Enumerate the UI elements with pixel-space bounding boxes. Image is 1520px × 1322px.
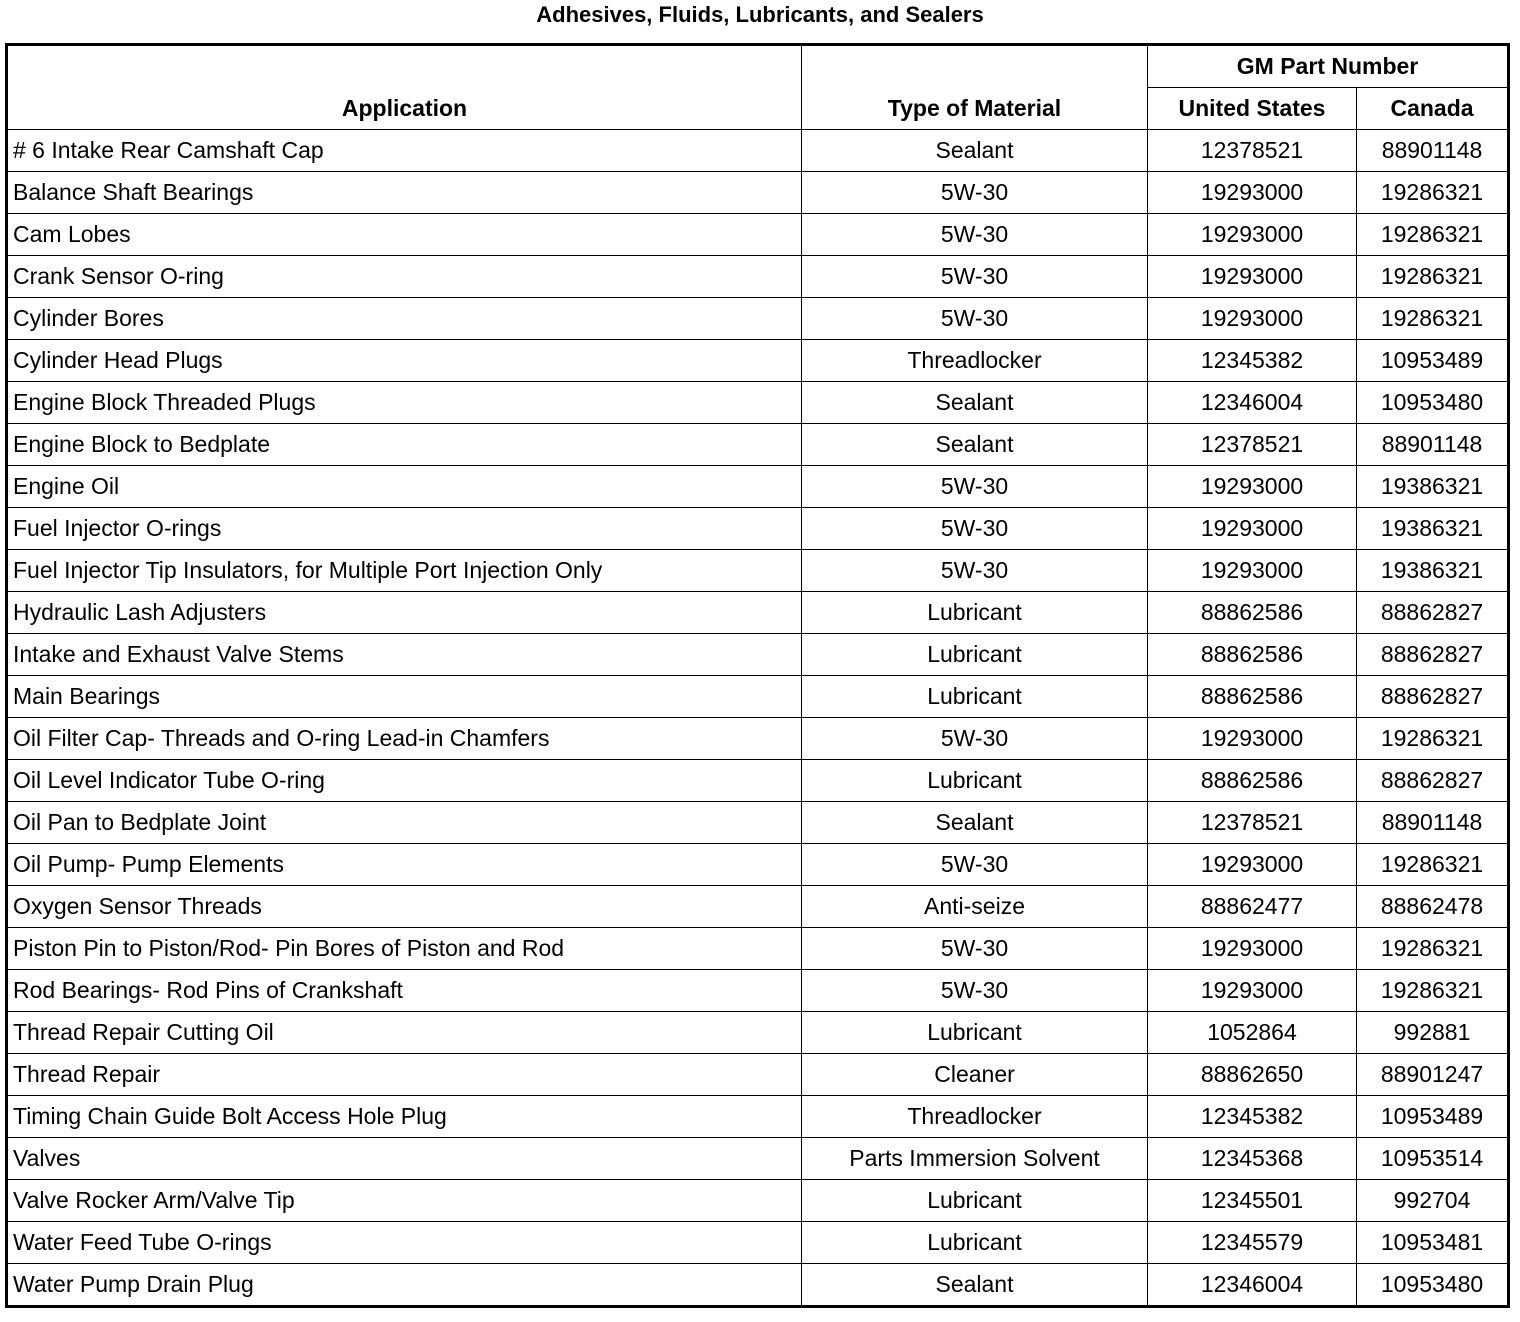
canada-part-number-cell: 88901148 — [1357, 130, 1509, 172]
table-row — [7, 424, 1509, 466]
us-part-number-cell: 88862650 — [1148, 1054, 1357, 1096]
canada-part-number-cell: 10953480 — [1357, 1264, 1509, 1307]
table-row — [7, 970, 1509, 1012]
application-cell: Thread Repair — [7, 1054, 802, 1096]
header-application: Application — [7, 45, 802, 130]
application-cell: Engine Block Threaded Plugs — [7, 382, 802, 424]
canada-part-number-cell: 88901247 — [1357, 1054, 1509, 1096]
us-part-number-cell: 88862586 — [1148, 592, 1357, 634]
material-cell: 5W-30 — [802, 214, 1148, 256]
material-cell: Sealant — [802, 130, 1148, 172]
canada-part-number-cell: 19386321 — [1357, 550, 1509, 592]
table-row — [7, 592, 1509, 634]
us-part-number-cell: 12378521 — [1148, 424, 1357, 466]
us-part-number-cell: 19293000 — [1148, 256, 1357, 298]
canada-part-number-cell: 19286321 — [1357, 298, 1509, 340]
us-part-number-cell: 12345382 — [1148, 1096, 1357, 1138]
table-row — [7, 172, 1509, 214]
header-united-states: United States — [1148, 88, 1357, 130]
material-cell: Cleaner — [802, 1054, 1148, 1096]
material-cell: Lubricant — [802, 592, 1148, 634]
canada-part-number-cell: 88901148 — [1357, 424, 1509, 466]
table-row — [7, 1222, 1509, 1264]
material-cell: 5W-30 — [802, 508, 1148, 550]
us-part-number-cell: 19293000 — [1148, 718, 1357, 760]
table-row — [7, 550, 1509, 592]
canada-part-number-cell: 10953481 — [1357, 1222, 1509, 1264]
material-cell: Parts Immersion Solvent — [802, 1138, 1148, 1180]
canada-part-number-cell: 19286321 — [1357, 928, 1509, 970]
material-cell: 5W-30 — [802, 970, 1148, 1012]
us-part-number-cell: 12346004 — [1148, 1264, 1357, 1307]
application-cell: Fuel Injector Tip Insulators, for Multiple Port Injection Only — [7, 550, 802, 592]
us-part-number-cell: 1052864 — [1148, 1012, 1357, 1054]
material-cell: Sealant — [802, 802, 1148, 844]
application-cell: # 6 Intake Rear Camshaft Cap — [7, 130, 802, 172]
table-row — [7, 130, 1509, 172]
material-cell: 5W-30 — [802, 928, 1148, 970]
application-cell: Water Pump Drain Plug — [7, 1264, 802, 1307]
header-material: Type of Material — [802, 45, 1148, 130]
application-cell: Oil Pump- Pump Elements — [7, 844, 802, 886]
application-cell: Cylinder Bores — [7, 298, 802, 340]
material-cell: 5W-30 — [802, 550, 1148, 592]
us-part-number-cell: 12345579 — [1148, 1222, 1357, 1264]
canada-part-number-cell: 19286321 — [1357, 214, 1509, 256]
canada-part-number-cell: 88862827 — [1357, 676, 1509, 718]
table-row — [7, 1264, 1509, 1307]
document-title: Adhesives, Fluids, Lubricants, and Sealers — [536, 2, 984, 27]
canada-part-number-cell: 88862827 — [1357, 634, 1509, 676]
canada-part-number-cell: 19386321 — [1357, 466, 1509, 508]
us-part-number-cell: 19293000 — [1148, 928, 1357, 970]
application-cell: Oil Level Indicator Tube O-ring — [7, 760, 802, 802]
material-cell: 5W-30 — [802, 844, 1148, 886]
application-cell: Oxygen Sensor Threads — [7, 886, 802, 928]
application-cell: Piston Pin to Piston/Rod- Pin Bores of Piston and Rod — [7, 928, 802, 970]
us-part-number-cell: 12378521 — [1148, 802, 1357, 844]
canada-part-number-cell: 88862827 — [1357, 592, 1509, 634]
us-part-number-cell: 88862586 — [1148, 676, 1357, 718]
material-cell: Sealant — [802, 424, 1148, 466]
us-part-number-cell: 19293000 — [1148, 172, 1357, 214]
us-part-number-cell: 88862477 — [1148, 886, 1357, 928]
material-cell: 5W-30 — [802, 718, 1148, 760]
canada-part-number-cell: 19286321 — [1357, 256, 1509, 298]
table-row — [7, 886, 1509, 928]
us-part-number-cell: 12346004 — [1148, 382, 1357, 424]
us-part-number-cell: 19293000 — [1148, 466, 1357, 508]
table-row — [7, 1012, 1509, 1054]
material-cell: Lubricant — [802, 634, 1148, 676]
table-row — [7, 340, 1509, 382]
material-cell: Lubricant — [802, 1180, 1148, 1222]
application-cell: Hydraulic Lash Adjusters — [7, 592, 802, 634]
us-part-number-cell: 19293000 — [1148, 844, 1357, 886]
us-part-number-cell: 12378521 — [1148, 130, 1357, 172]
material-cell: 5W-30 — [802, 256, 1148, 298]
table-body — [7, 130, 1509, 1307]
us-part-number-cell: 19293000 — [1148, 550, 1357, 592]
us-part-number-cell: 19293000 — [1148, 298, 1357, 340]
material-cell: Lubricant — [802, 760, 1148, 802]
us-part-number-cell: 88862586 — [1148, 760, 1357, 802]
application-cell: Fuel Injector O-rings — [7, 508, 802, 550]
application-cell: Valves — [7, 1138, 802, 1180]
application-cell: Timing Chain Guide Bolt Access Hole Plug — [7, 1096, 802, 1138]
application-cell: Engine Block to Bedplate — [7, 424, 802, 466]
us-part-number-cell: 19293000 — [1148, 970, 1357, 1012]
material-cell: Anti-seize — [802, 886, 1148, 928]
canada-part-number-cell: 992704 — [1357, 1180, 1509, 1222]
material-cell: 5W-30 — [802, 172, 1148, 214]
canada-part-number-cell: 19286321 — [1357, 172, 1509, 214]
table-row — [7, 1096, 1509, 1138]
material-cell: Lubricant — [802, 676, 1148, 718]
material-cell: 5W-30 — [802, 298, 1148, 340]
canada-part-number-cell: 10953514 — [1357, 1138, 1509, 1180]
application-cell: Intake and Exhaust Valve Stems — [7, 634, 802, 676]
material-cell: Lubricant — [802, 1012, 1148, 1054]
application-cell: Oil Filter Cap- Threads and O-ring Lead-in Chamfers — [7, 718, 802, 760]
material-cell: Threadlocker — [802, 1096, 1148, 1138]
material-cell: Sealant — [802, 382, 1148, 424]
application-cell: Water Feed Tube O-rings — [7, 1222, 802, 1264]
material-cell: Lubricant — [802, 1222, 1148, 1264]
table-row — [7, 676, 1509, 718]
table-row — [7, 1054, 1509, 1096]
material-cell: Threadlocker — [802, 340, 1148, 382]
application-cell: Engine Oil — [7, 466, 802, 508]
us-part-number-cell: 88862586 — [1148, 634, 1357, 676]
table-row — [7, 298, 1509, 340]
application-cell: Rod Bearings- Rod Pins of Crankshaft — [7, 970, 802, 1012]
table-row — [7, 508, 1509, 550]
application-cell: Cylinder Head Plugs — [7, 340, 802, 382]
table-row — [7, 718, 1509, 760]
table-row — [7, 256, 1509, 298]
table-row — [7, 466, 1509, 508]
canada-part-number-cell: 19386321 — [1357, 508, 1509, 550]
canada-part-number-cell: 88862478 — [1357, 886, 1509, 928]
canada-part-number-cell: 10953480 — [1357, 382, 1509, 424]
us-part-number-cell: 12345382 — [1148, 340, 1357, 382]
us-part-number-cell: 19293000 — [1148, 508, 1357, 550]
canada-part-number-cell: 88862827 — [1357, 760, 1509, 802]
application-cell: Oil Pan to Bedplate Joint — [7, 802, 802, 844]
application-cell: Main Bearings — [7, 676, 802, 718]
header-row-top — [7, 45, 1509, 88]
table-row — [7, 1180, 1509, 1222]
application-cell: Balance Shaft Bearings — [7, 172, 802, 214]
canada-part-number-cell: 19286321 — [1357, 718, 1509, 760]
us-part-number-cell: 12345368 — [1148, 1138, 1357, 1180]
canada-part-number-cell: 10953489 — [1357, 1096, 1509, 1138]
application-cell: Thread Repair Cutting Oil — [7, 1012, 802, 1054]
canada-part-number-cell: 19286321 — [1357, 844, 1509, 886]
table-row — [7, 928, 1509, 970]
table-row — [7, 760, 1509, 802]
us-part-number-cell: 12345501 — [1148, 1180, 1357, 1222]
application-cell: Valve Rocker Arm/Valve Tip — [7, 1180, 802, 1222]
canada-part-number-cell: 88901148 — [1357, 802, 1509, 844]
canada-part-number-cell: 19286321 — [1357, 970, 1509, 1012]
parts-table — [5, 43, 1510, 1308]
application-cell: Crank Sensor O-ring — [7, 256, 802, 298]
canada-part-number-cell: 10953489 — [1357, 340, 1509, 382]
table-row — [7, 844, 1509, 886]
header-canada: Canada — [1357, 88, 1509, 130]
material-cell: Sealant — [802, 1264, 1148, 1307]
us-part-number-cell: 19293000 — [1148, 214, 1357, 256]
canada-part-number-cell: 992881 — [1357, 1012, 1509, 1054]
table-row — [7, 634, 1509, 676]
header-gm-part-number: GM Part Number — [1148, 45, 1509, 88]
application-cell: Cam Lobes — [7, 214, 802, 256]
table-row — [7, 382, 1509, 424]
table-row — [7, 1138, 1509, 1180]
material-cell: 5W-30 — [802, 466, 1148, 508]
table-row — [7, 214, 1509, 256]
table-row — [7, 802, 1509, 844]
